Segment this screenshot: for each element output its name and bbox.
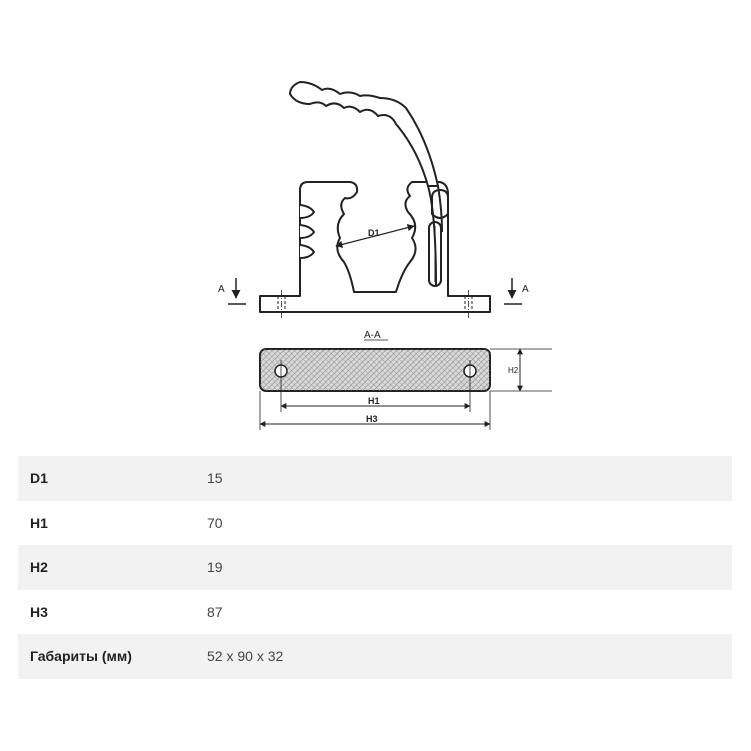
section-label-left: A [218,284,225,295]
h2-dimension [508,349,520,391]
spec-key: D1 [30,470,48,487]
spec-key: H2 [30,559,48,576]
spec-value: 52 х 90 х 32 [207,648,284,665]
section-view [260,349,552,430]
table-row [18,590,732,635]
h3-dimension [260,414,490,424]
section-marker-right [504,278,529,304]
spec-value: 19 [207,559,223,576]
spec-value: 87 [207,603,223,620]
d1-label: D1 [368,228,380,238]
spec-key: H3 [30,603,48,620]
h1-label: H1 [368,396,380,406]
h1-dimension [281,396,470,406]
specs-table [18,456,732,679]
clamp-body [260,182,490,318]
table-row [18,501,732,546]
table-row [18,634,732,679]
table-row [18,545,732,590]
spec-value: 70 [207,514,223,531]
h3-label: H3 [366,414,378,424]
section-marker-left [218,278,246,304]
table-row [18,456,732,501]
h2-label: H2 [508,366,519,375]
spec-key: H1 [30,514,48,531]
section-title: A-A [364,330,381,341]
spec-key: Габариты (мм) [30,648,132,665]
d1-dimension [336,226,414,246]
spec-value: 15 [207,470,223,487]
section-label-right: A [522,284,529,295]
